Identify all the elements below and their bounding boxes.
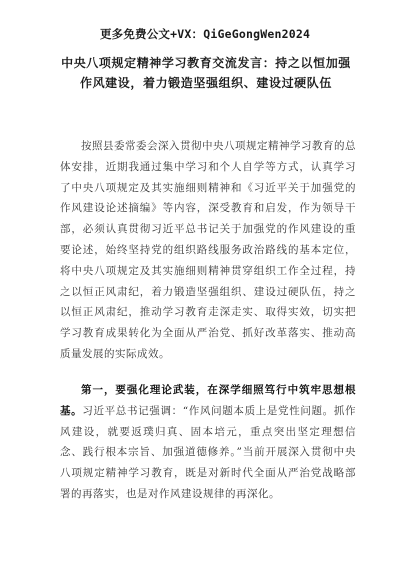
section-one-paragraph (60, 380, 356, 505)
intro-paragraph (60, 136, 356, 365)
document-header: 更多免费公文+VX：QiGeGongWen2024 (99, 27, 311, 41)
document-title: 中央八项规定精神学习教育交流发言：持之以恒加强作风建设，着力锻造坚强组织、建设过硬队伍 (61, 56, 351, 90)
paragraph-text: 习近平总书记强调：“作风问题本质上是党性问题。抓作风建设，就要返璞归真、固本培元，重点突出坚定理想信念、践行根本宗旨、加强道德修养。”当前开展深入贯彻中央八项规定精神学习教育，既是对新时代全面从严治党战略部署的再落实，也是对作风建设规律的再深化。 (60, 404, 357, 500)
section-heading: 第一，要强化理论武装，在深学细照笃行中筑牢思想根基。 (60, 384, 356, 417)
paragraph-text: 按照县委常委会深入贯彻中央八项规定精神学习教育的总体安排，近期我通过集中学习和个人自学等方式，认真学习了中央八项规定及其实施细则精神和《习近平关于加强党的作风建设论述摘编》等内容，深受教育和启发，作为领导干部，必须认真贯彻习近平总书记关于加强党的作风建设的重要论述，始终坚持党的组织路线服务政治路线的基本定位，将中央八项规定及其实施细则精神贯穿组织工作全过程，持之以恒正风肃纪，着力锻造坚强组织、建设过硬队伍，持之以恒正风肃纪，推动学习教育走深走实、取得实效，切实把学习教育成果转化为全面从严治党、抓好改革落实、推动高质量发展的实际成效。 (60, 140, 356, 360)
